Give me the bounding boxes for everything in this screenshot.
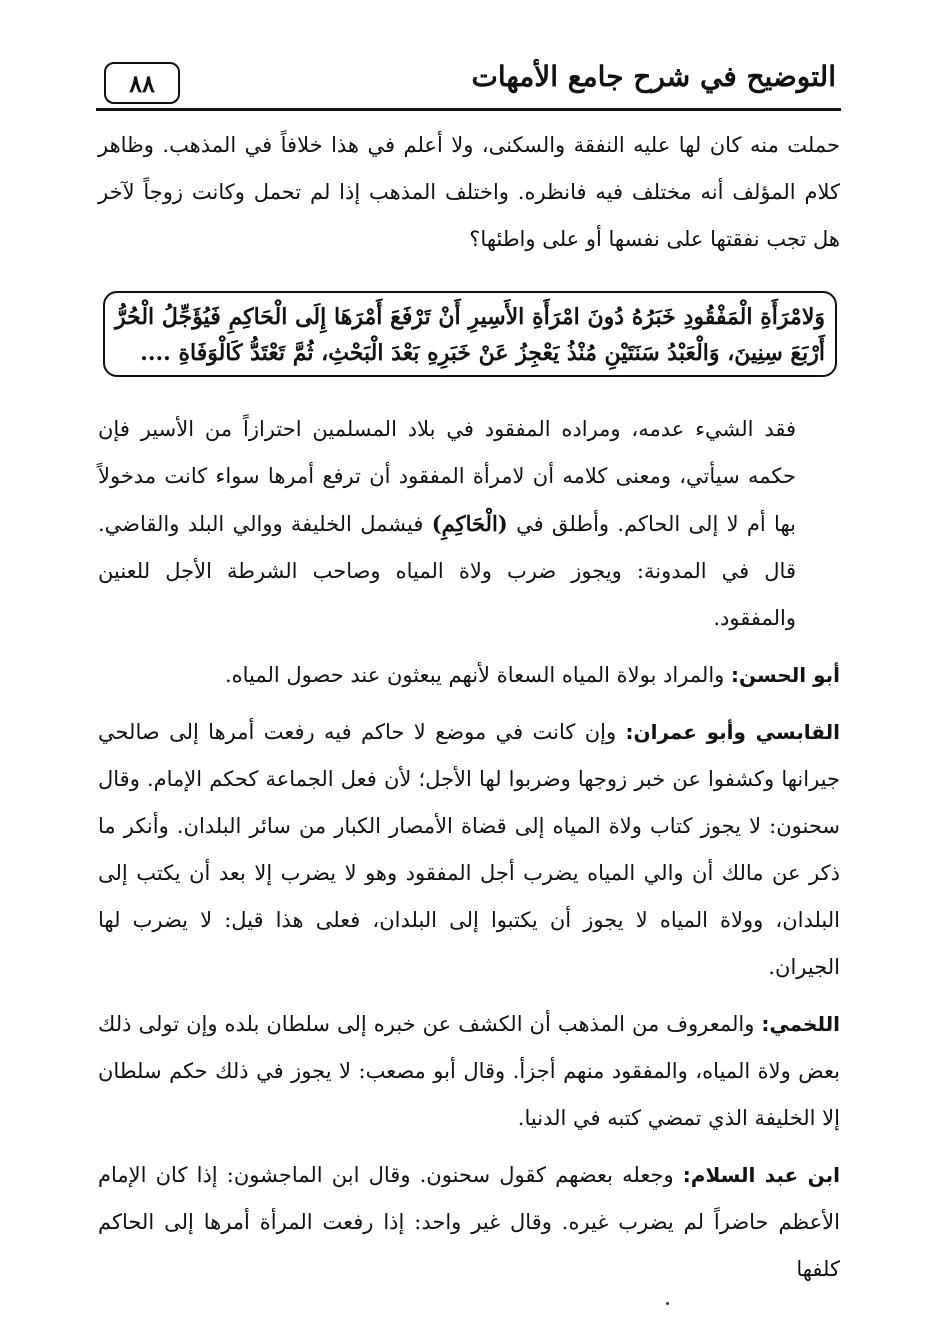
commentary-text: فقد الشيء عدمه، ومراده المفقود في بلاد المسلمين احترازاً من الأسير فإن حكمه سيأتي، ومعنى كلامه أن لامرأة المفقود أن ترفع أمرها سواء كانت مدخولاً بها أم لا إلى الحاكم. وأطلق في [98,417,796,536]
page-header [96,58,836,110]
commentary-text: فيشمل الخليفة ووالي البلد والقاضي. قال في المدونة: ويجوز ضرب ولاة المياه وصاحب الشرطة الأجل للعنين والمفقود. [98,512,796,630]
commentary-paragraph [98,709,840,991]
matn-text: وَلامْرَأَةِ الْمَفْقُودِ خَبَرُهُ دُونَ امْرَأَةِ الأَسِيرِ أَنْ تَرْفَعَ أَمْرَهَا إِلَى الْحَاكِمِ فَيُؤَجِّلُ الْحُرُّ أَرْبَعَ سِنِينَ، وَالْعَبْدُ سَنَتَيْنِ مُنْذُ يَعْجِزُ عَنْ خَبَرِهِ بَعْدَ الْبَحْثِ، ثُمَّ تَعْتَدُّ كَالْوَفَاةِ .... [115,304,825,366]
header-rule [96,108,841,111]
source-name: القابسي وأبو عمران: [625,720,840,744]
source-name: ابن عبد السلام: [682,1163,840,1187]
running-title: التوضيح في شرح جامع الأمهات [471,60,836,93]
quoted-term: (الْحَاكِمِ) [431,511,508,536]
commentary-text: والمعروف من المذهب أن الكشف عن خبره إلى سلطان بلده وإن تولى ذلك بعض ولاة المياه، والمفقود منهم أجزأ. وقال أبو مصعب: لا يجوز في ذلك حكم سلطان إلا الخليفة الذي تمضي كتبه في الدنيا. [98,1012,840,1130]
paragraph: حملت منه كان لها عليه النفقة والسكنى، ولا أعلم في هذا خلافاً في المذهب. وظاهر كلام المؤلف أنه مختلف فيه فانظره. واختلف المذهب إذا لم تحمل وكانت زوجاً لآخر هل تجب نفقتها على نفسها أو على واطئها؟ [98,133,840,251]
source-name: اللخمي: [761,1012,840,1036]
commentary-paragraph [98,406,840,642]
speck [666,1302,669,1305]
commentary [98,406,840,1293]
commentary-text: والمراد بولاة المياه السعاة لأنهم يبعثون عند حصول المياه. [224,663,725,687]
commentary-paragraph [98,652,840,699]
commentary-text: وجعله بعضهم كقول سحنون. وقال ابن الماجشون: إذا كان الإمام الأعظم حاضراً لم يضرب غيره. وقال غير واحد: إذا رفعت المرأة أمرها إلى الحاكم كلفها [98,1163,840,1281]
commentary-text: وإن كانت في موضع لا حاكم فيه رفعت أمرها إلى صالحي جيرانها وكشفوا عن خبر زوجها وضربوا لها الأجل؛ لأن فعل الجماعة كحكم الإمام. وقال سحنون: لا يجوز كتاب ولاة المياه إلى قضاة الأمصار الكبار من سائر البلدان. وأنكر ما ذكر عن مالك أن والي المياه يضرب أجل المفقود وهو لا يضرب إلا بعد أن يكتب إلى البلدان، وولاة المياه لا يجوز أن يكتبوا إلى البلدان، فعلى هذا قيل: لا يضرب لها الجيران. [98,720,840,979]
commentary-paragraph [98,1152,840,1293]
commentary-paragraph [98,1001,840,1142]
opening-paragraph [98,122,840,263]
page-number: ٨٨ [104,62,180,104]
matn-box [103,291,837,377]
source-name: أبو الحسن: [731,663,840,687]
